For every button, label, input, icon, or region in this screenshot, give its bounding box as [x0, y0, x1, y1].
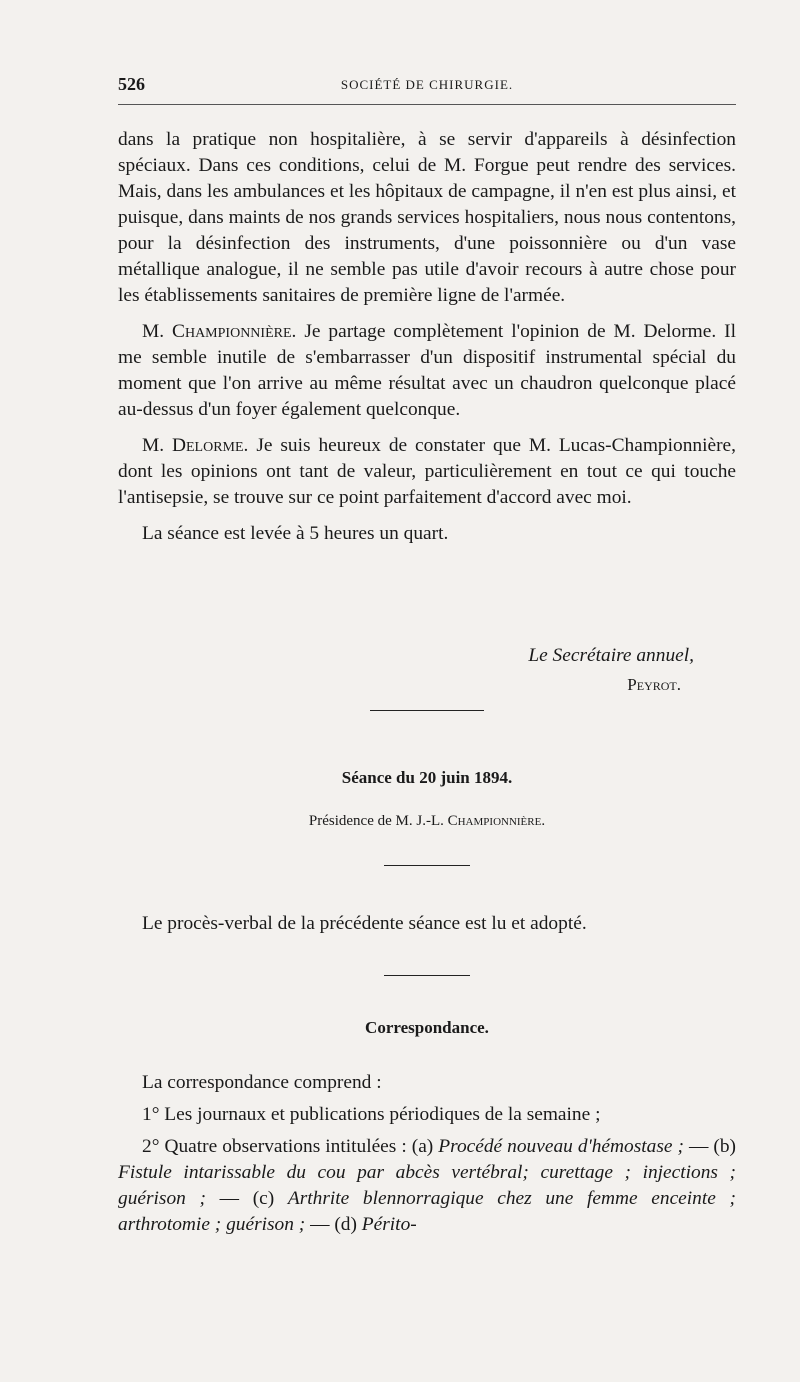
paragraph-3-text: Je suis heureux de constater que M. Lucas-Championnière, dont les opinions ont tant de valeur, particulièrement en tout ce qui touche l'antisepsie, se trouve sur ce point parfaitement d'accord avec moi.: [118, 435, 736, 508]
header-title: SOCIÉTÉ DE CHIRURGIE.: [340, 77, 514, 92]
signature-role: Le Secrétaire annuel,: [528, 645, 694, 666]
item-2-d: Périto-: [361, 1214, 417, 1235]
item-2-sep-3: — (d): [305, 1214, 362, 1235]
section-divider-2: [384, 865, 470, 866]
paragraph-delorme: [118, 433, 736, 511]
paragraph-1: dans la pratique non hospitalière, à se servir d'appareils à désinfection spéciaux. Dans ces conditions, celui de M. Forgue peut rendre des services. Mais, dans les ambulances et les hôpitaux de campagne, il n'en est plus ainsi, et puisque, dans maints de nos grands services hospitaliers, nous nous contentons, pour la désinfection des instruments, d'une poissonnière ou d'un vase métallique analogue, il ne semble pas utile d'avoir recours à autre chose pour les établissements sanitaires de première ligne de l'armée.: [118, 129, 736, 306]
presidence-line: [118, 813, 736, 830]
item-2-sep-1: — (b): [683, 1136, 736, 1157]
seance-title: Séance du 20 juin 1894.: [341, 768, 513, 787]
paragraph-championniere: [118, 319, 736, 423]
paragraph-2-text: Je partage complètement l'opinion de M. Delorme. Il me semble inutile de s'embarrasser d'un dispositif instrumental spécial du moment que l'on arrive au même résultat avec un chaudron quelconque placé au-dessus d'un foyer également quelconque.: [118, 321, 736, 420]
discussion-text: [118, 127, 736, 547]
section-divider-3: [384, 975, 470, 976]
item-2-prefix: 2° Quatre observations intitulées : (a): [142, 1136, 439, 1157]
correspondance-title: Correspondance.: [365, 1018, 489, 1037]
correspondance-item-2: [118, 1134, 736, 1238]
correspondance-intro: La correspondance comprend :: [142, 1072, 382, 1093]
correspondance-body: [118, 1070, 736, 1244]
section-divider-1: [370, 710, 484, 711]
item-2-c: Arthrite blennorragique chez une femme enceinte ; arthrotomie ; guérison ;: [118, 1188, 736, 1235]
presidence-name: Championnière.: [447, 813, 546, 829]
paragraph-seance-levee: La séance est levée à 5 heures un quart.: [142, 523, 449, 544]
item-2-a: Procédé nouveau d'hémostase ;: [438, 1136, 684, 1157]
page-number: 526: [118, 74, 145, 94]
running-head: [118, 74, 736, 100]
proces-verbal: Le procès-verbal de la précédente séance est lu et adopté.: [142, 913, 587, 934]
header-rule: [118, 104, 736, 105]
item-2-b: Fistule intarissable du cou par abcès vertébral; curettage ; injections ; guérison ;: [118, 1162, 736, 1209]
speaker-championniere: M. Championnière.: [142, 321, 297, 342]
correspondance-item-1: 1° Les journaux et publications périodiques de la semaine ;: [142, 1104, 601, 1125]
presidence-prefix: Présidence de M. J.-L.: [308, 813, 448, 829]
signature-name: Peyrot.: [627, 675, 681, 694]
speaker-delorme: M. Delorme.: [142, 435, 249, 456]
item-2-sep-2: — (c): [205, 1188, 288, 1209]
